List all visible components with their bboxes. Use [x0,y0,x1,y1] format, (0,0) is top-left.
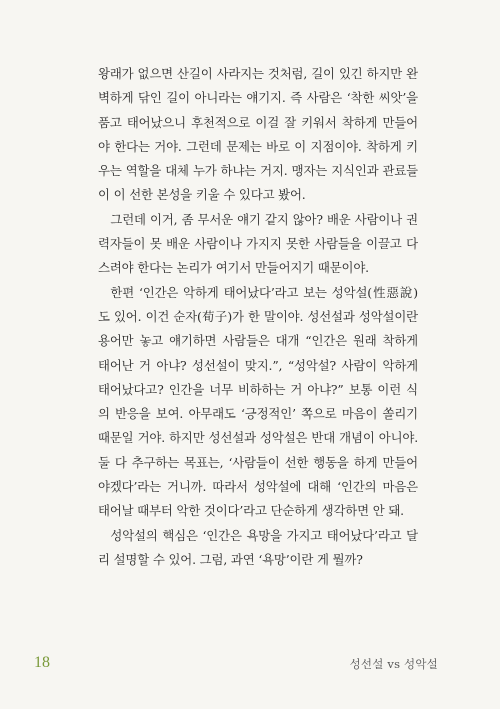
page-body [98,62,418,572]
paragraph-4: 성악설의 핵심은 ‘인간은 욕망을 가지고 태어났다’라고 달리 설명할 수 있어. 그럼, 과연 ‘욕망’이란 게 뭘까? [98,527,418,567]
page-number: 18 [34,654,50,671]
running-title: 성선설 vs 성악설 [349,657,438,671]
page-footer [34,654,438,674]
paragraph-2: 그런데 이거, 좀 무서운 얘기 같지 않아? 배운 사람이나 권력자들이 못 배운 사람이나 가지지 못한 사람들을 이끌고 다스려야 한다는 논리가 여기서 만들어지기 때문이야. [98,211,418,276]
paragraph-1: 왕래가 없으면 산길이 사라지는 것처럼, 길이 있긴 하지만 완벽하게 닦인 길이 아니라는 얘기지. 즉 사람은 ‘착한 씨앗’을 품고 태어났으니 후천적으로 이걸 잘 키워서 착하게 만들어야 한다는 거야. 그런데 문제는 바로 이 지점이야. 착하게 키우는 역할을 대체 누가 하냐는 거지. 맹자는 지식인과 관료들이 이 선한 본성을 키울 수 있다고 봤어. [98,66,418,203]
paragraph-3: 한편 ‘인간은 악하게 태어났다’라고 보는 성악설(性惡說)도 있어. 이건 순자(荀子)가 한 말이야. 성선설과 성악설이란 용어만 놓고 얘기하면 사람들은 대개 “인간은 원래 착하게 태어난 거 아냐? 성선설이 맞지.”, “성악설? 사람이 악하게 태어났다고? 인간을 너무 비하하는 거 아냐?” 보통 이런 식의 반응을 보여. 아무래도 ‘긍정적인’ 쪽으로 마음이 쏠리기 때문일 거야. 하지만 성선설과 성악설은 반대 개념이 아니야. 둘 다 추구하는 목표는, ‘사람들이 선한 행동을 하게 만들어야겠다’라는 거니까. 따라서 성악설에 대해 ‘인간의 마음은 태어날 때부터 악한 것이다’라고 단순하게 생각하면 안 돼. [98,284,418,519]
